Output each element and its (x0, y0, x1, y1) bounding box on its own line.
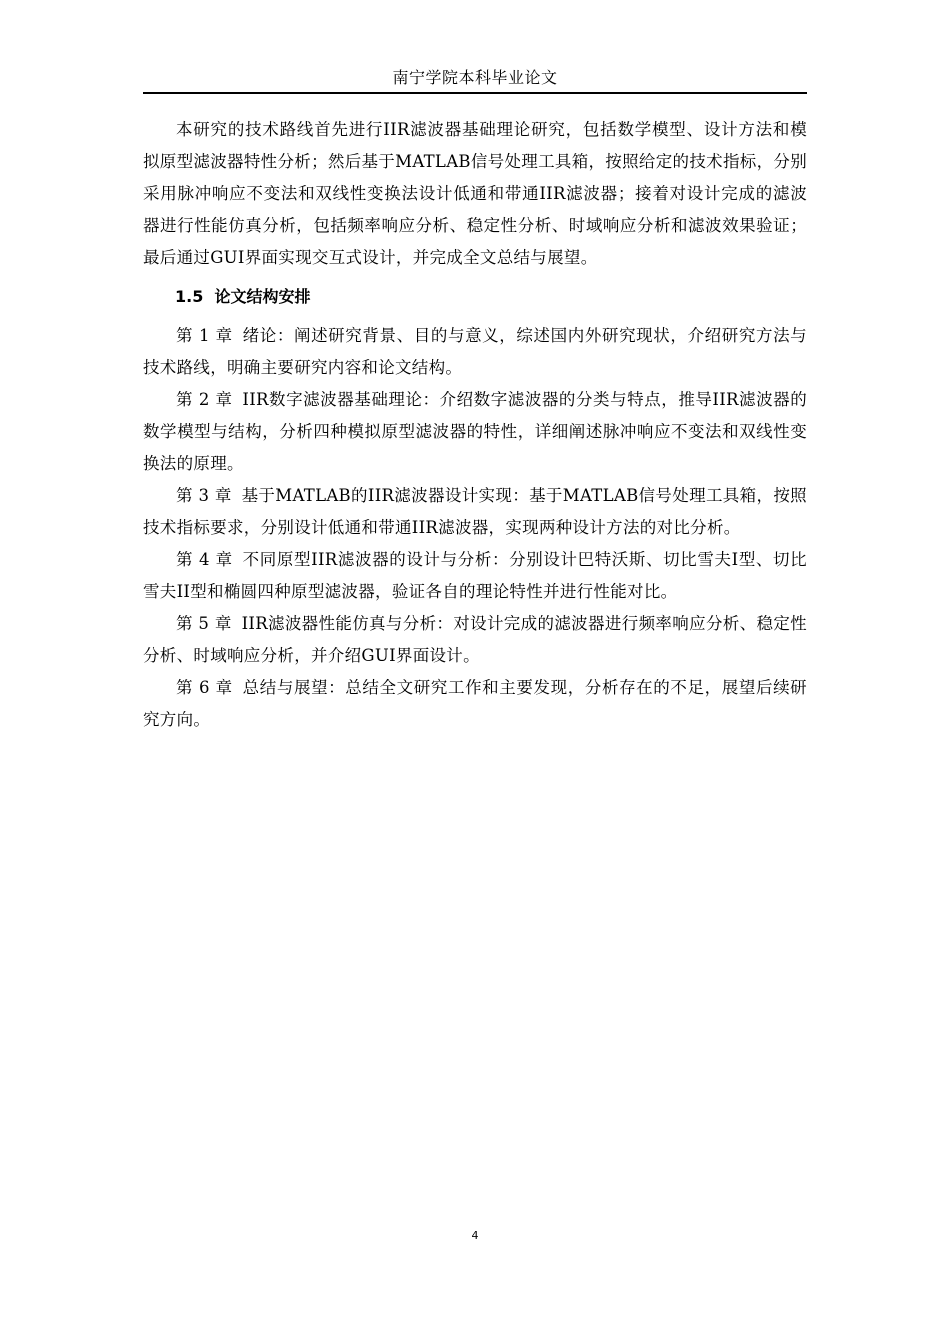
chapter-paragraph-1 (143, 320, 807, 384)
chapter-label: 第 5 章 (176, 614, 232, 633)
chapter-text: 不同原型IIR滤波器的设计与分析：分别设计巴特沃斯、切比雪夫I型、切比雪夫II型和椭圆四种原型滤波器，验证各自的理论特性并进行性能对比。 (143, 550, 807, 601)
section-number: 1.5 (175, 287, 204, 306)
page-number: 4 (471, 1229, 479, 1242)
chapter-label: 第 1 章 (176, 326, 233, 345)
header-title: 南宁学院本科毕业论文 (392, 68, 558, 87)
chapter-text: 绪论：阐述研究背景、目的与意义，综述国内外研究现状，介绍研究方法与技术路线，明确主要研究内容和论文结构。 (143, 326, 807, 377)
chapter-text: 基于MATLAB的IIR滤波器设计实现：基于MATLAB信号处理工具箱，按照技术指标要求，分别设计低通和带通IIR滤波器，实现两种设计方法的对比分析。 (143, 486, 807, 537)
chapter-label: 第 6 章 (176, 678, 233, 697)
chapter-paragraph-6 (143, 672, 807, 736)
document-body (143, 114, 807, 736)
section-title: 论文结构安排 (214, 287, 311, 306)
chapter-paragraph-5 (143, 608, 807, 672)
section-heading (143, 280, 807, 314)
chapter-paragraph-4 (143, 544, 807, 608)
chapter-label: 第 4 章 (176, 550, 233, 569)
page-header (143, 64, 807, 94)
chapter-label: 第 3 章 (176, 486, 232, 505)
intro-paragraph: 本研究的技术路线首先进行IIR滤波器基础理论研究，包括数学模型、设计方法和模拟原型滤波器特性分析；然后基于MATLAB信号处理工具箱，按照给定的技术指标，分别采用脉冲响应不变法和双线性变换法设计低通和带通IIR滤波器；接着对设计完成的滤波器进行性能仿真分析，包括频率响应分析、稳定性分析、时域响应分析和滤波效果验证；最后通过GUI界面实现交互式设计，并完成全文总结与展望。 (143, 120, 807, 267)
chapter-text: IIR滤波器性能仿真与分析：对设计完成的滤波器进行频率响应分析、稳定性分析、时域响应分析，并介绍GUI界面设计。 (143, 614, 807, 665)
chapter-text: IIR数字滤波器基础理论：介绍数字滤波器的分类与特点，推导IIR滤波器的数学模型与结构，分析四种模拟原型滤波器的特性，详细阐述脉冲响应不变法和双线性变换法的原理。 (143, 390, 807, 473)
chapter-label: 第 2 章 (176, 390, 233, 409)
chapter-paragraph-3 (143, 480, 807, 544)
chapter-text: 总结与展望：总结全文研究工作和主要发现，分析存在的不足，展望后续研究方向。 (143, 678, 807, 729)
chapter-paragraph-2 (143, 384, 807, 480)
